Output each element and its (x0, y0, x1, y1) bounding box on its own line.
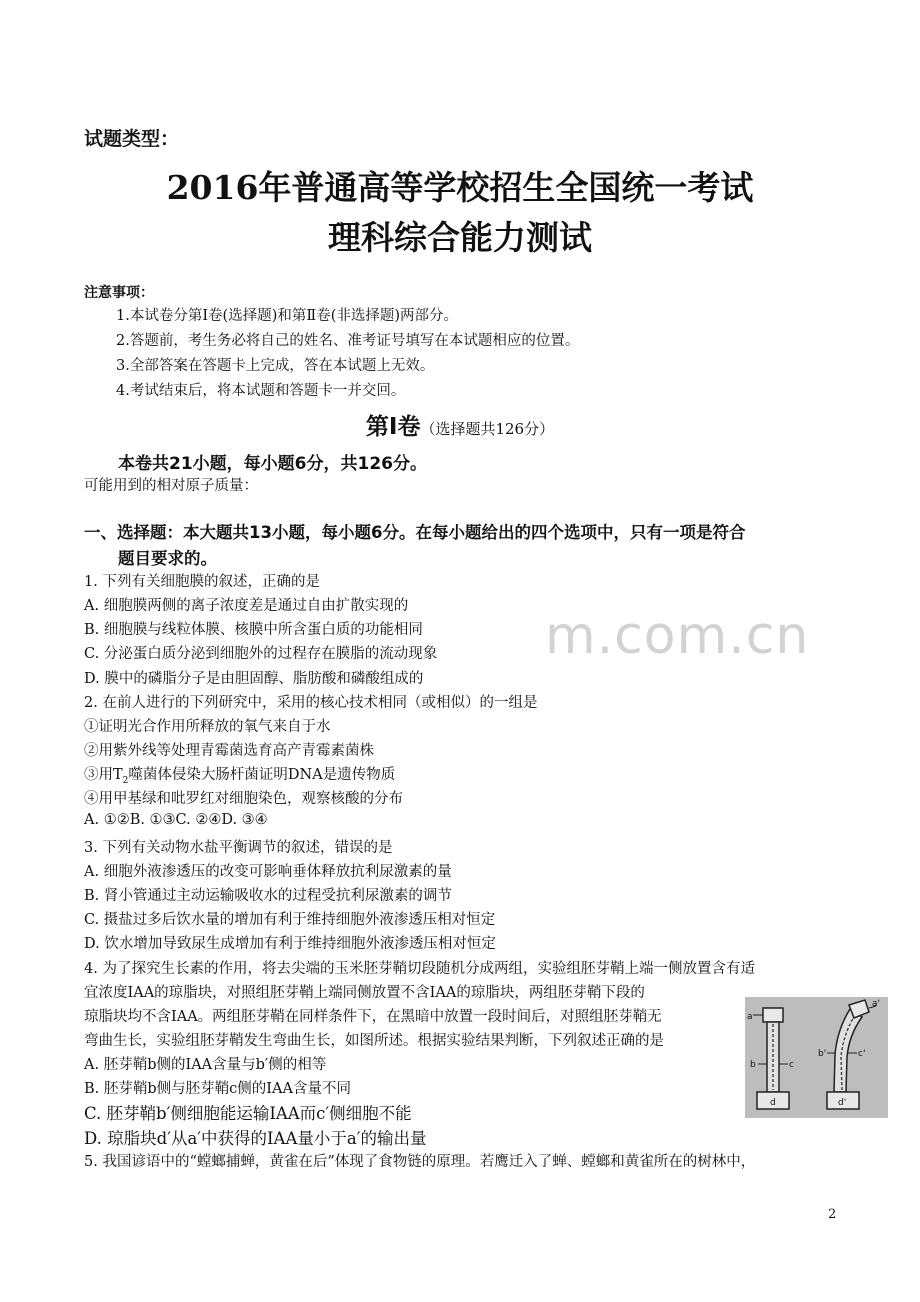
figure-label-a: a (747, 1012, 753, 1022)
figure-label-b: b (750, 1060, 756, 1070)
question-4-option-b: B. 胚芽鞘b侧与胚芽鞘c侧的IAA含量不同 (84, 1081, 351, 1097)
question-3-stem: 3. 下列有关动物水盐平衡调节的叙述，错误的是 (84, 840, 393, 856)
question-4-stem-line: 宜浓度IAA的琼脂块，对照组胚芽鞘上端同侧放置不含IAA的琼脂块，两组胚芽鞘下段的 (84, 985, 645, 1001)
notice-heading: 注意事项： (84, 285, 154, 301)
question-4-stem-line: 4. 为了探究生长素的作用，将去尖端的玉米胚芽鞘切段随机分成两组，实验组胚芽鞘上端一侧放置含有适 (84, 961, 755, 977)
atomic-mass-note: 可能用到的相对原子质量： (84, 478, 258, 494)
question-2-item-3-prefix: ③用T (84, 767, 123, 783)
volume-title-sub: （选择题共126分） (420, 420, 555, 438)
figure-label-d: d (770, 1098, 776, 1108)
doc-type-label: 试题类型： (84, 128, 180, 150)
figure-label-d-prime: d' (838, 1098, 847, 1108)
question-4-option-d: D. 琼脂块d′从a′中获得的IAA量小于a′的输出量 (84, 1129, 427, 1148)
notice-item: 3.全部答案在答题卡上完成，答在本试题上无效。 (116, 358, 435, 374)
question-1-option-a: A. 细胞膜两侧的离子浓度差是通过自由扩散实现的 (84, 598, 409, 614)
question-3-option-b: B. 肾小管通过主动运输吸收水的过程受抗利尿激素的调节 (84, 888, 452, 904)
question-4-option-a: A. 胚芽鞘b侧的IAA含量与b′侧的相等 (84, 1057, 327, 1073)
exam-subtitle: 理科综合能力测试 (328, 218, 592, 257)
question-3-option-c: C. 摄盐过多后饮水量的增加有利于维持细胞外液渗透压相对恒定 (84, 912, 496, 928)
question-1-option-b: B. 细胞膜与线粒体膜、核膜中所含蛋白质的功能相同 (84, 622, 423, 638)
question-3-option-d: D. 饮水增加导致尿生成增加有利于维持细胞外液渗透压相对恒定 (84, 936, 496, 952)
notice-item: 1.本试卷分第Ⅰ卷(选择题)和第Ⅱ卷(非选择题)两部分。 (116, 308, 459, 324)
exam-title: 2016年普通高等学校招生全国统一考试 (166, 168, 754, 207)
section-heading-line1: 一、选择题：本大题共13小题，每小题6分。在每小题给出的四个选项中，只有一项是符合 (84, 523, 746, 542)
question-4-stem-line: 琼脂块均不含IAA。两组胚芽鞘在同样条件下，在黑暗中放置一段时间后，对照组胚芽鞘无 (84, 1009, 662, 1025)
question-2-item-2: ②用紫外线等处理青霉菌选育高产青霉素菌株 (84, 743, 374, 759)
section-heading-line2: 题目要求的。 (118, 549, 217, 568)
coleoptile-figure (745, 997, 888, 1118)
figure-label-b-prime: b' (818, 1049, 827, 1059)
notice-item: 2.答题前，考生务必将自己的姓名、准考证号填写在本试题相应的位置。 (116, 333, 580, 349)
question-2-item-1: ①证明光合作用所释放的氧气来自于水 (84, 719, 331, 735)
figure-label-a-prime: a' (872, 999, 880, 1009)
question-4-stem-line: 弯曲生长，实验组胚芽鞘发生弯曲生长，如图所述。根据实验结果判断，下列叙述正确的是 (84, 1033, 664, 1049)
question-2-item-3-rest: 噬菌体侵染大肠杆菌证明DNA是遗传物质 (128, 767, 396, 783)
question-4-option-c: C. 胚芽鞘b′侧细胞能运输IAA而c′侧细胞不能 (84, 1104, 412, 1123)
notice-item: 4.考试结束后，将本试题和答题卡一并交回。 (116, 383, 406, 399)
question-2-item-3-subscript: 2 (122, 775, 129, 786)
question-1-option-c: C. 分泌蛋白质分泌到细胞外的过程存在膜脂的流动现象 (84, 646, 438, 662)
section-heading (84, 520, 844, 572)
question-2-item-3 (84, 763, 395, 786)
question-2-item-4: ④用甲基绿和吡罗红对细胞染色，观察核酸的分布 (84, 791, 403, 807)
page-number: 2 (828, 1207, 837, 1222)
volume-info: 本卷共21小题，每小题6分，共126分。 (118, 454, 427, 474)
volume-title (0, 408, 920, 441)
question-2-stem: 2. 在前人进行的下列研究中，采用的核心技术相同（或相似）的一组是 (84, 695, 538, 711)
volume-title-main: 第Ⅰ卷 (365, 414, 421, 440)
figure-label-c: c (789, 1060, 794, 1070)
question-1-option-d: D. 膜中的磷脂分子是由胆固醇、脂肪酸和磷酸组成的 (84, 671, 424, 687)
question-1-stem: 1. 下列有关细胞膜的叙述，正确的是 (84, 574, 320, 590)
control-agar-block-a (763, 1008, 783, 1022)
watermark: m.com.cn (545, 606, 810, 666)
question-3-option-a: A. 细胞外液渗透压的改变可影响垂体释放抗利尿激素的量 (84, 864, 452, 880)
question-2-options: A. ①②B. ①③C. ②④D. ③④ (84, 812, 268, 828)
question-5-stem: 5. 我国谚语中的“螳螂捕蝉，黄雀在后”体现了食物链的原理。若鹰迁入了蝉、螳螂和黄雀所在的树林中， (84, 1154, 756, 1170)
figure-label-c-prime: c' (858, 1049, 866, 1059)
